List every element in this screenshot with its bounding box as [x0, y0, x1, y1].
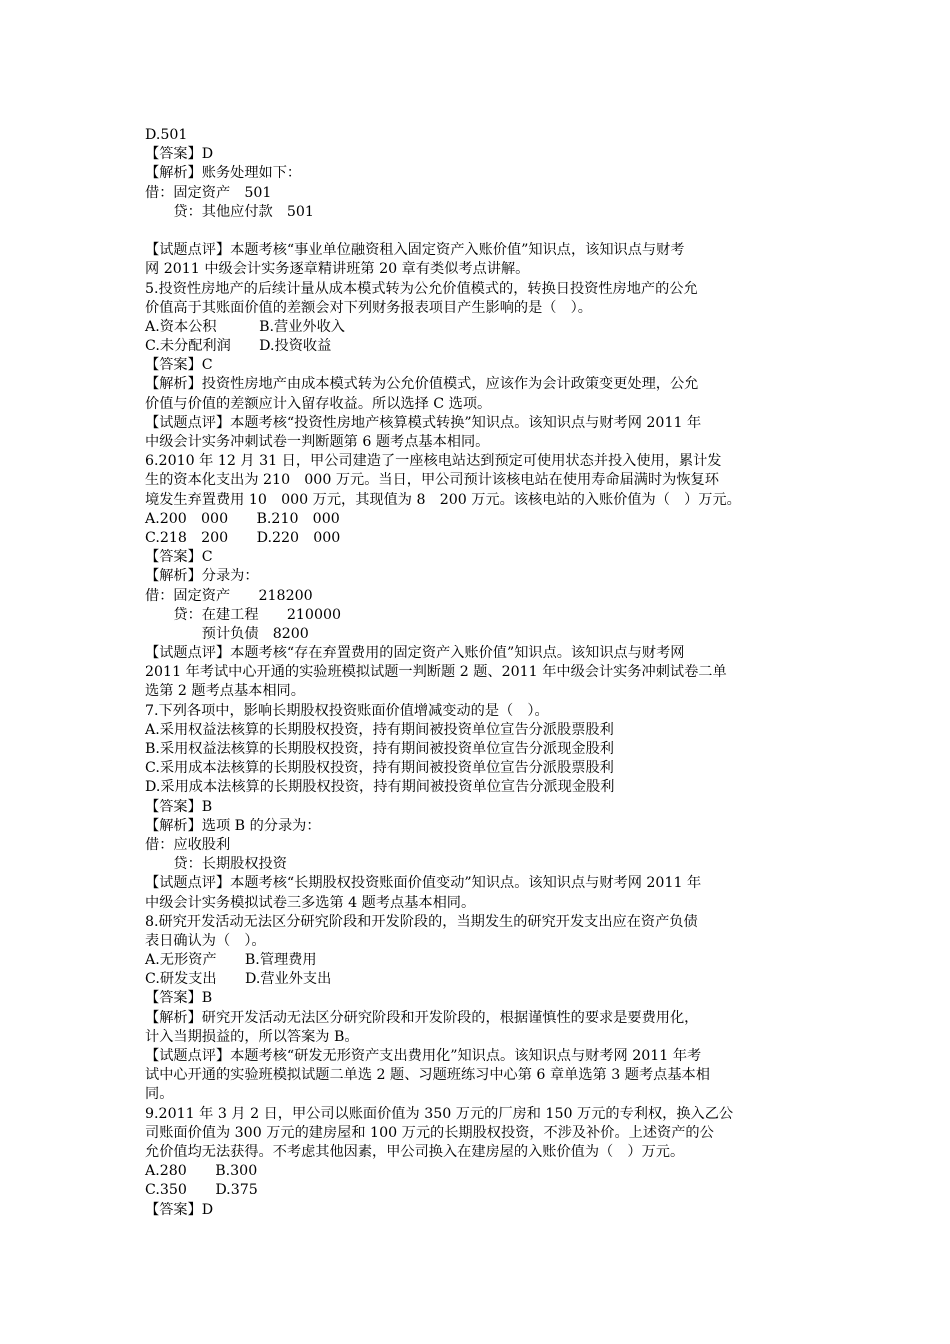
text-line: 5.投资性房地产的后续计量从成本模式转为公允价值模式的，转换日投资性房地产的公允 [145, 280, 698, 297]
text-line: 借：应收股利 [145, 836, 231, 853]
text-line: C.未分配利润 D.投资收益 [145, 338, 332, 355]
text-line: 【答案】D [145, 146, 214, 163]
text-line: 中级会计实务模拟试卷三多选第 4 题考点基本相同。 [145, 894, 476, 911]
text-line: 【答案】C [145, 549, 213, 566]
text-line: 【解析】分录为： [145, 568, 259, 585]
text-line: D.501 [145, 127, 188, 143]
text-line: 计入当期损益的，所以答案为 B。 [145, 1028, 359, 1045]
text-line: 选第 2 题考点基本相同。 [145, 683, 305, 700]
text-line: A.采用权益法核算的长期股权投资，持有期间被投资单位宣告分派股票股利 [145, 721, 614, 738]
text-line: 2011 年考试中心开通的实验班模拟试题一判断题 2 题、2011 年中级会计实务冲刺试卷二单 [145, 664, 727, 681]
text-line: 网 2011 中级会计实务逐章精讲班第 20 章有类似考点讲解。 [145, 261, 530, 278]
text-line: 8.研究开发活动无法区分研究阶段和开发阶段的，当期发生的研究开发支出应在资产负债 [145, 913, 698, 930]
text-line: 【试题点评】本题考核“投资性房地产核算模式转换”知识点。该知识点与财考网 2011 年 [145, 414, 702, 431]
text-line: A.280 B.300 [145, 1163, 258, 1180]
text-line: 价值高于其账面价值的差额会对下列财务报表项目产生影响的是（ ）。 [145, 299, 592, 316]
text-line: 贷：在建工程 210000 [145, 606, 342, 623]
text-line: 试中心开通的实验班模拟试题二单选 2 题、习题班练习中心第 6 章单选第 3 题考点基本相 [145, 1067, 710, 1084]
text-line: 【试题点评】本题考核“存在弃置费用的固定资产入账价值”知识点。该知识点与财考网 [145, 645, 685, 662]
text-line: D.采用成本法核算的长期股权投资，持有期间被投资单位宣告分派现金股利 [145, 779, 615, 796]
text-line: C.研发支出 D.营业外支出 [145, 971, 332, 988]
text-line: 贷：其他应付款 501 [145, 203, 314, 220]
text-line: 【答案】D [145, 1201, 214, 1218]
text-line: A.无形资产 B.管理费用 [145, 952, 317, 969]
blank-line [145, 222, 815, 241]
text-line: C.218 200 D.220 000 [145, 529, 341, 546]
text-line: 6.2010 年 12 月 31 日，甲公司建造了一座核电站达到预定可使用状态并投入使用，累计发 [145, 453, 722, 470]
text-line: 借：固定资产 218200 [145, 587, 313, 604]
text-line: B.采用权益法核算的长期股权投资，持有期间被投资单位宣告分派现金股利 [145, 741, 614, 757]
text-line: A.200 000 B.210 000 [145, 510, 340, 527]
text-line: 【试题点评】本题考核“长期股权投资账面价值变动”知识点。该知识点与财考网 2011 年 [145, 875, 702, 892]
text-line: 7.下列各项中，影响长期股权投资账面价值增减变动的是（ ）。 [145, 702, 549, 719]
text-line: 【答案】B [145, 798, 213, 815]
text-line: 【答案】C [145, 357, 213, 374]
text-line: 司账面价值为 300 万元的建房屋和 100 万元的长期股权投资，不涉及补价。上述资产的公 [145, 1124, 714, 1141]
text-line: 借：固定资产 501 [145, 184, 272, 201]
text-line: 价值与价值的差额应计入留存收益。所以选择 C 选项。 [145, 395, 492, 412]
text-line: C.采用成本法核算的长期股权投资，持有期间被投资单位宣告分派股票股利 [145, 760, 614, 777]
text-line: 9.2011 年 3 月 2 日，甲公司以账面价值为 350 万元的厂房和 150 万元的专利权，换入乙公 [145, 1105, 734, 1122]
text-line: 预计负债 8200 [145, 625, 309, 642]
text-line: 同。 [145, 1086, 174, 1103]
text-line: 【解析】研究开发活动无法区分研究阶段和开发阶段的，根据谨慎性的要求是要费用化， [145, 1009, 699, 1026]
text-line: 生的资本化支出为 210 000 万元。当日，甲公司预计该核电站在使用寿命届满时为恢复环 [145, 472, 719, 489]
text-line: 【答案】B [145, 990, 213, 1007]
text-line: 贷：长期股权投资 [145, 856, 287, 873]
text-line: 【解析】投资性房地产由成本模式转为公允价值模式，应该作为会计政策变更处理，公允 [145, 376, 699, 393]
text-line: 【试题点评】本题考核“事业单位融资租入固定资产入账价值”知识点，该知识点与财考 [145, 242, 685, 259]
text-line: 中级会计实务冲刺试卷一判断题第 6 题考点基本相同。 [145, 434, 490, 450]
text-line: 【解析】账务处理如下： [145, 165, 302, 182]
text-line: 允价值均无法获得。不考虑其他因素，甲公司换入在建房屋的入账价值为（ ）万元。 [145, 1143, 685, 1160]
text-line: 【试题点评】本题考核“研发无形资产支出费用化”知识点。该知识点与财考网 2011 年考 [145, 1048, 702, 1064]
text-line: 表日确认为（ ）。 [145, 932, 266, 949]
text-line: 【解析】选项 B 的分录为： [145, 817, 321, 834]
text-line: 境发生弃置费用 10 000 万元，其现值为 8 200 万元。该核电站的入账价值为（ ）万元。 [145, 491, 741, 508]
text-line: C.350 D.375 [145, 1182, 258, 1199]
document-text [145, 126, 815, 1220]
text-line: A.资本公积 B.营业外收入 [145, 318, 345, 335]
